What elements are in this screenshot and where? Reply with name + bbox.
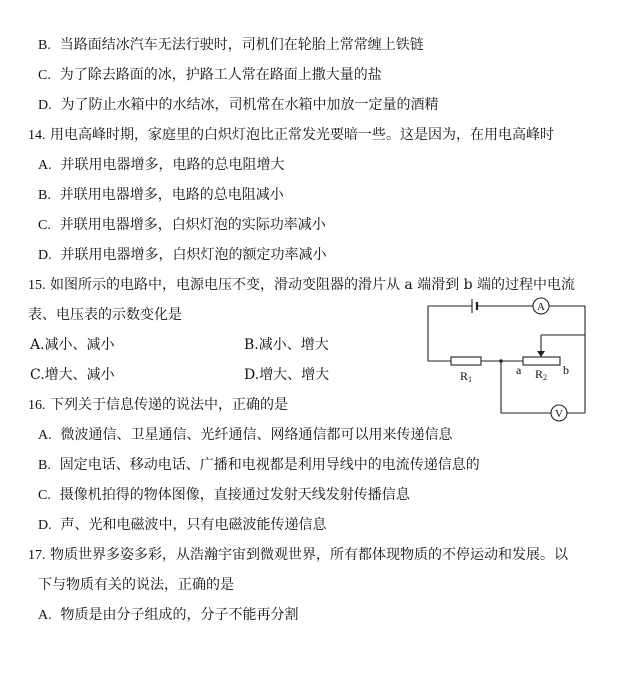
q14-option-d: D. 并联用电器增多，白炽灯泡的额定功率减小 xyxy=(38,247,327,263)
q16-option-b: B. 固定电话、移动电话、广播和电视都是利用导线中的电流传递信息的 xyxy=(38,457,480,473)
q15-option-b: B.减小、增大 xyxy=(244,337,329,353)
question-text: 用电高峰时期，家庭里的白炽灯泡比正常发光要暗一些。这是因为，在用电高峰时 xyxy=(49,127,554,143)
option-text: 并联用电器增多，白炽灯泡的实际功率减小 xyxy=(59,217,326,233)
ammeter-label: A xyxy=(537,301,545,313)
q15-option-d: D.增大、增大 xyxy=(244,367,330,383)
question-number: 17. xyxy=(28,548,46,563)
option-text: 并联用电器增多，电路的总电阻减小 xyxy=(59,187,284,203)
question-number: 15. xyxy=(28,278,46,293)
option-text: 并联用电器增多，电路的总电阻增大 xyxy=(60,157,285,173)
q17-stem-line1 xyxy=(28,546,568,565)
q16-option-c: C. 摄像机拍得的物体图像，直接通过发射天线发射传播信息 xyxy=(38,487,410,503)
option-text: 微波通信、卫星通信、光纤通信、网络通信都可以用来传递信息 xyxy=(60,427,453,443)
q16-option-a: A. 微波通信、卫星通信、光纤通信、网络通信都可以用来传递信息 xyxy=(38,427,453,443)
option-text: 固定电话、移动电话、广播和电视都是利用导线中的电流传递信息的 xyxy=(59,457,480,473)
q14-option-b: B. 并联用电器增多，电路的总电阻减小 xyxy=(38,187,284,203)
r1-label: R1 xyxy=(460,369,473,384)
option-text: 增大、增大 xyxy=(259,367,330,383)
option-text: 摄像机拍得的物体图像，直接通过发射天线发射传播信息 xyxy=(59,487,410,503)
question-text: 下列关于信息传递的说法中，正确的是 xyxy=(49,397,288,413)
q15-option-c: C.增大、减小 xyxy=(30,367,115,383)
option-text: 减小、减小 xyxy=(44,337,115,353)
q14-option-a: A. 并联用电器增多，电路的总电阻增大 xyxy=(38,157,285,173)
q15-stem-line2: 表、电压表的示数变化是 xyxy=(28,307,182,323)
option-text: 当路面结冰汽车无法行驶时，司机们在轮胎上常常缠上铁链 xyxy=(59,37,424,53)
question-number: 16. xyxy=(28,398,46,413)
question-text: 物质世界多姿多彩，从浩瀚宇宙到微观世界，所有都体现物质的不停运动和发展。以 xyxy=(49,547,568,563)
question-number: 14. xyxy=(28,128,46,143)
end-b-label: b xyxy=(563,363,569,377)
option-text: 并联用电器增多，白炽灯泡的额定功率减小 xyxy=(60,247,327,263)
option-text: 减小、增大 xyxy=(258,337,329,353)
voltmeter-label: V xyxy=(555,408,563,420)
q17-stem-line2: 下与物质有关的说法，正确的是 xyxy=(38,577,234,593)
option-text: 为了除去路面的冰，护路工人常在路面上撒大量的盐 xyxy=(59,67,382,83)
resistor-r1 xyxy=(451,357,481,365)
option-text: 为了防止水箱中的水结冰，司机常在水箱中加放一定量的酒精 xyxy=(60,97,439,113)
q13-option-c: C. 为了除去路面的冰，护路工人常在路面上撒大量的盐 xyxy=(38,67,382,83)
option-text: 声、光和电磁波中，只有电磁波能传递信息 xyxy=(60,517,327,533)
q15-option-a: A.减小、减小 xyxy=(30,337,115,353)
option-text: 物质是由分子组成的，分子不能再分割 xyxy=(60,607,299,623)
option-text: 增大、减小 xyxy=(44,367,115,383)
q13-option-d: D. 为了防止水箱中的水结冰，司机常在水箱中加放一定量的酒精 xyxy=(38,97,439,113)
q13-option-b: B. 当路面结冰汽车无法行驶时，司机们在轮胎上常常缠上铁链 xyxy=(38,37,424,53)
end-a-label: a xyxy=(516,363,522,377)
slider-arrowhead xyxy=(537,351,545,357)
r2-label: R2 xyxy=(535,367,548,382)
q14-option-c: C. 并联用电器增多，白炽灯泡的实际功率减小 xyxy=(38,217,326,233)
q16-stem xyxy=(28,396,288,415)
question-text: 如图所示的电路中，电源电压不变，滑动变阻器的滑片从 a 端滑到 b 端的过程中电流 xyxy=(49,277,576,293)
q17-option-a: A. 物质是由分子组成的，分子不能再分割 xyxy=(38,607,299,623)
resistor-r2 xyxy=(523,357,560,365)
q16-option-d: D. 声、光和电磁波中，只有电磁波能传递信息 xyxy=(38,517,327,533)
junction-dot xyxy=(499,359,503,363)
